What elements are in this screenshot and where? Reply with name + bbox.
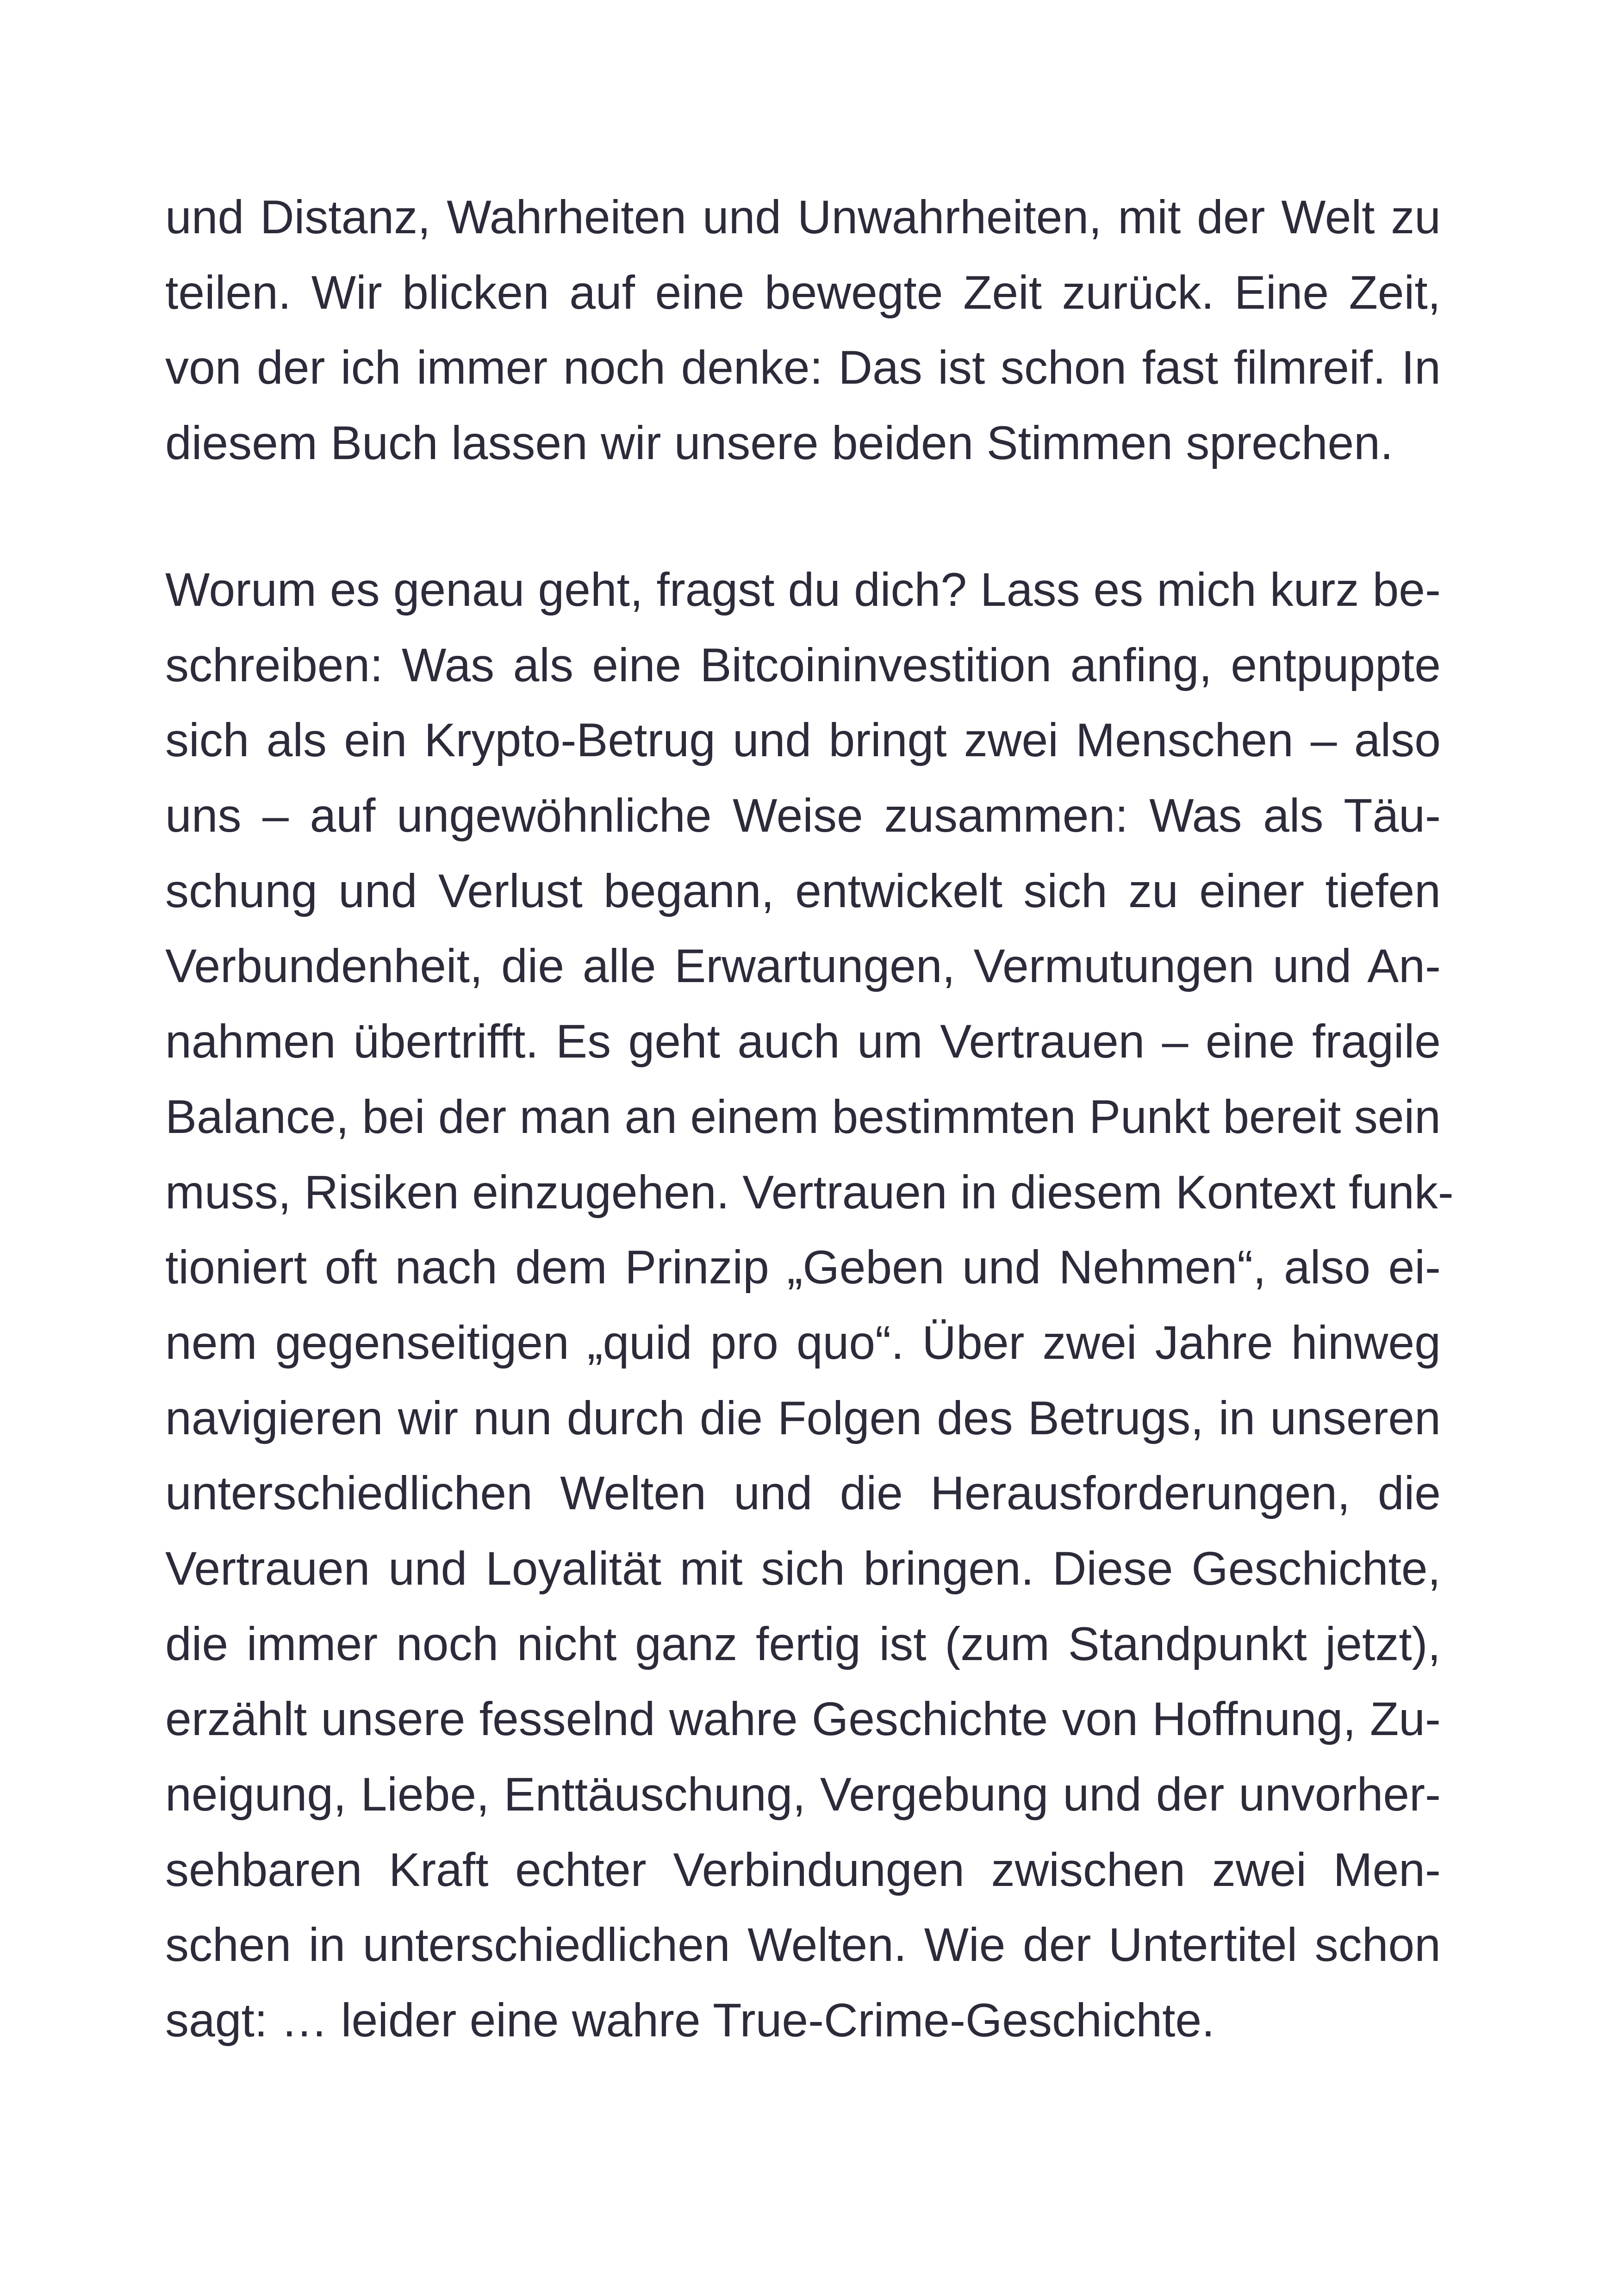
- text-line: Verbundenheit, die alle Erwartungen, Vermutungen und An-: [165, 940, 1441, 993]
- text-line: neigung, Liebe, Enttäuschung, Vergebung und der unvorher-: [165, 1768, 1441, 1821]
- text-line: sehbaren Kraft echter Verbindungen zwischen zwei Men-: [165, 1843, 1441, 1896]
- text-line: teilen. Wir blicken auf eine bewegte Zeit zurück. Eine Zeit,: [165, 266, 1441, 319]
- text-line: tioniert oft nach dem Prinzip „Geben und Nehmen“, also ei-: [165, 1241, 1441, 1294]
- paragraph-summary: [165, 552, 1454, 2058]
- text-line: und Distanz, Wahrheiten und Unwahrheiten, mit der Welt zu: [165, 191, 1441, 243]
- text-line: navigieren wir nun durch die Folgen des Betrugs, in unseren: [165, 1391, 1441, 1444]
- text-line: Worum es genau geht, fragst du dich? Lass es mich kurz be-: [165, 563, 1441, 616]
- text-line: schreiben: Was als eine Bitcoininvestition anfing, entpuppte: [165, 638, 1441, 691]
- text-line: nahmen übertrifft. Es geht auch um Vertrauen – eine fragile: [165, 1015, 1441, 1068]
- text-line: die immer noch nicht ganz fertig ist (zum Standpunkt jetzt),: [165, 1617, 1441, 1670]
- paragraph-intro: [165, 180, 1441, 481]
- text-line: nem gegenseitigen „quid pro quo“. Über zwei Jahre hinweg: [165, 1316, 1441, 1369]
- text-line: uns – auf ungewöhnliche Weise zusammen: Was als Täu-: [165, 789, 1441, 842]
- text-line: diesem Buch lassen wir unsere beiden Stimmen sprechen.: [165, 417, 1394, 470]
- text-line: sagt: … leider eine wahre True-Crime-Geschichte.: [165, 1994, 1215, 2047]
- text-line: sich als ein Krypto-Betrug und bringt zwei Menschen – also: [165, 714, 1441, 767]
- text-line: schen in unterschiedlichen Welten. Wie der Untertitel schon: [165, 1918, 1441, 1972]
- text-line: Balance, bei der man an einem bestimmten Punkt bereit sein: [165, 1090, 1441, 1143]
- text-line: erzählt unsere fesselnd wahre Geschichte von Hoffnung, Zu-: [165, 1692, 1441, 1746]
- text-line: schung und Verlust begann, entwickelt sich zu einer tiefen: [165, 864, 1441, 917]
- text-line: von der ich immer noch denke: Das ist schon fast filmreif. In: [165, 341, 1441, 394]
- text-line: Vertrauen und Loyalität mit sich bringen. Diese Geschichte,: [165, 1542, 1441, 1595]
- text-line: unterschiedlichen Welten und die Herausforderungen, die: [165, 1467, 1441, 1520]
- text-line: muss, Risiken einzugehen. Vertrauen in diesem Kontext funk-: [165, 1165, 1454, 1219]
